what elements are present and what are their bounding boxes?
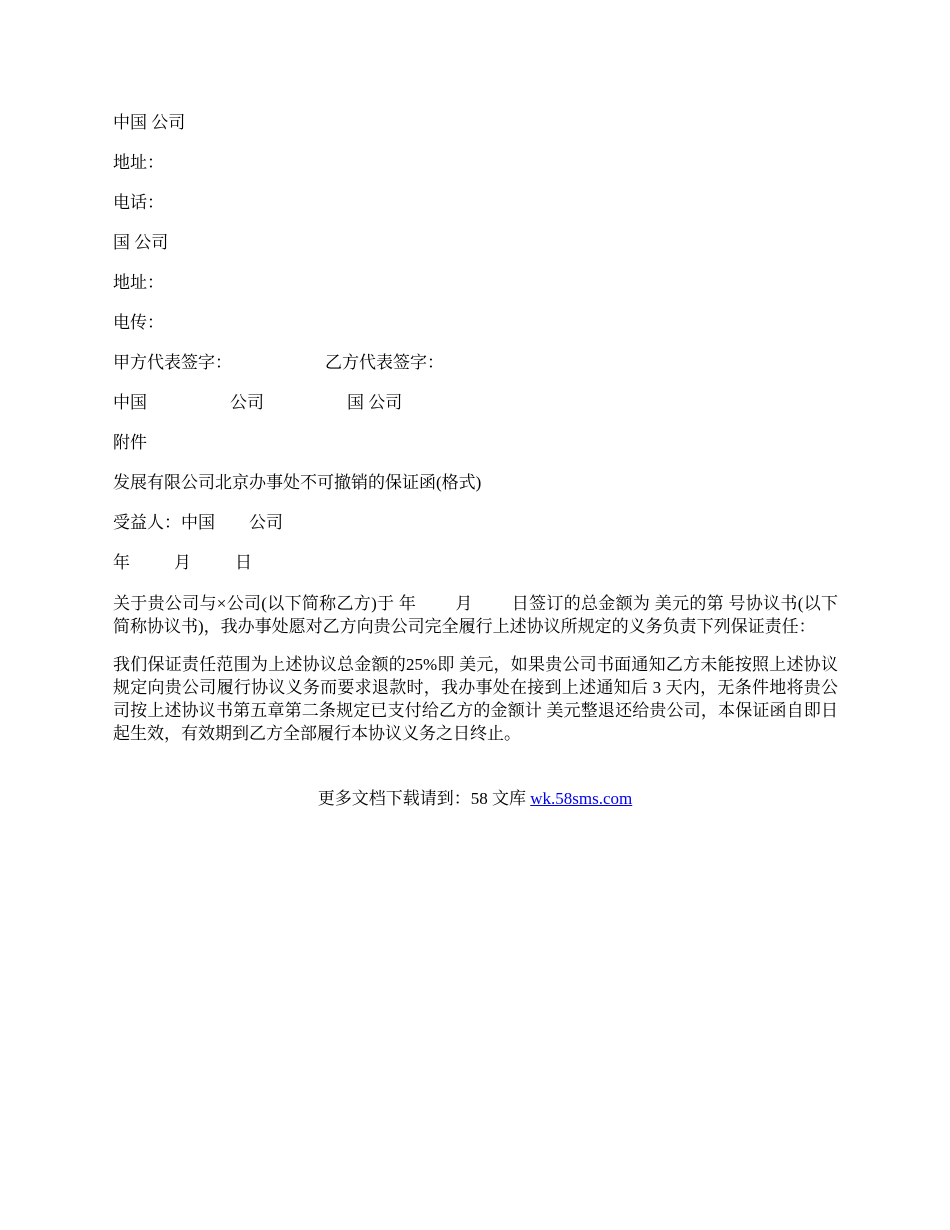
beneficiary-row <box>113 512 838 534</box>
party-b-company: 国 公司 <box>113 233 169 252</box>
beneficiary-label: 受益人：中国 <box>113 513 215 532</box>
beneficiary-suffix: 公司 <box>249 513 283 532</box>
attachment-label: 附件 <box>113 433 147 452</box>
party-a-company: 中国 公司 <box>113 113 186 132</box>
paragraph-guarantee-scope: 我们保证责任范围为上述协议总金额的25%即 美元，如果贵公司书面通知乙方未能按照上述协议规定向贵公司履行协议义务而要求退款时，我办事处在接到上述通知后 3 天内，无条件地将贵公司按上述协议书第五章第二条规定已支付给乙方的金额计 美元整退还给贵公司，本保证函自即日起生效，有效期到乙方全部履行本协议义务之日终止。 <box>113 655 838 743</box>
company-a-label: 中国 <box>113 393 147 412</box>
paragraph-guarantee-intro: 关于贵公司与×公司(以下简称乙方)于 年 月 日签订的总金额为 美元的第 号协议书(以下简称协议书)，我办事处愿对乙方向贵公司完全履行上述协议所规定的义务负责下列保证责任： <box>113 594 838 636</box>
party-b-rep-label: 乙方代表签字： <box>325 353 444 372</box>
document-body <box>113 112 838 760</box>
date-month: 月 <box>174 553 191 572</box>
date-row <box>113 552 838 574</box>
party-b-address: 地址： <box>113 273 164 292</box>
party-a-rep-label: 甲方代表签字： <box>113 353 232 372</box>
company-c-label: 国 公司 <box>347 393 403 412</box>
party-a-phone: 电话： <box>113 193 164 212</box>
document-title: 发展有限公司北京办事处不可撤销的保证函(格式) <box>113 473 482 492</box>
date-day: 日 <box>235 553 252 572</box>
footer-text: 更多文档下载请到：58 文库 <box>317 789 531 808</box>
companies-row <box>113 392 838 414</box>
date-year: 年 <box>113 553 130 572</box>
signature-row <box>113 352 838 374</box>
company-b-label: 公司 <box>230 393 264 412</box>
party-b-fax: 电传： <box>113 313 164 332</box>
footer-link[interactable]: wk.58sms.com <box>530 789 633 808</box>
party-a-address: 地址： <box>113 153 164 172</box>
footer <box>0 788 950 810</box>
